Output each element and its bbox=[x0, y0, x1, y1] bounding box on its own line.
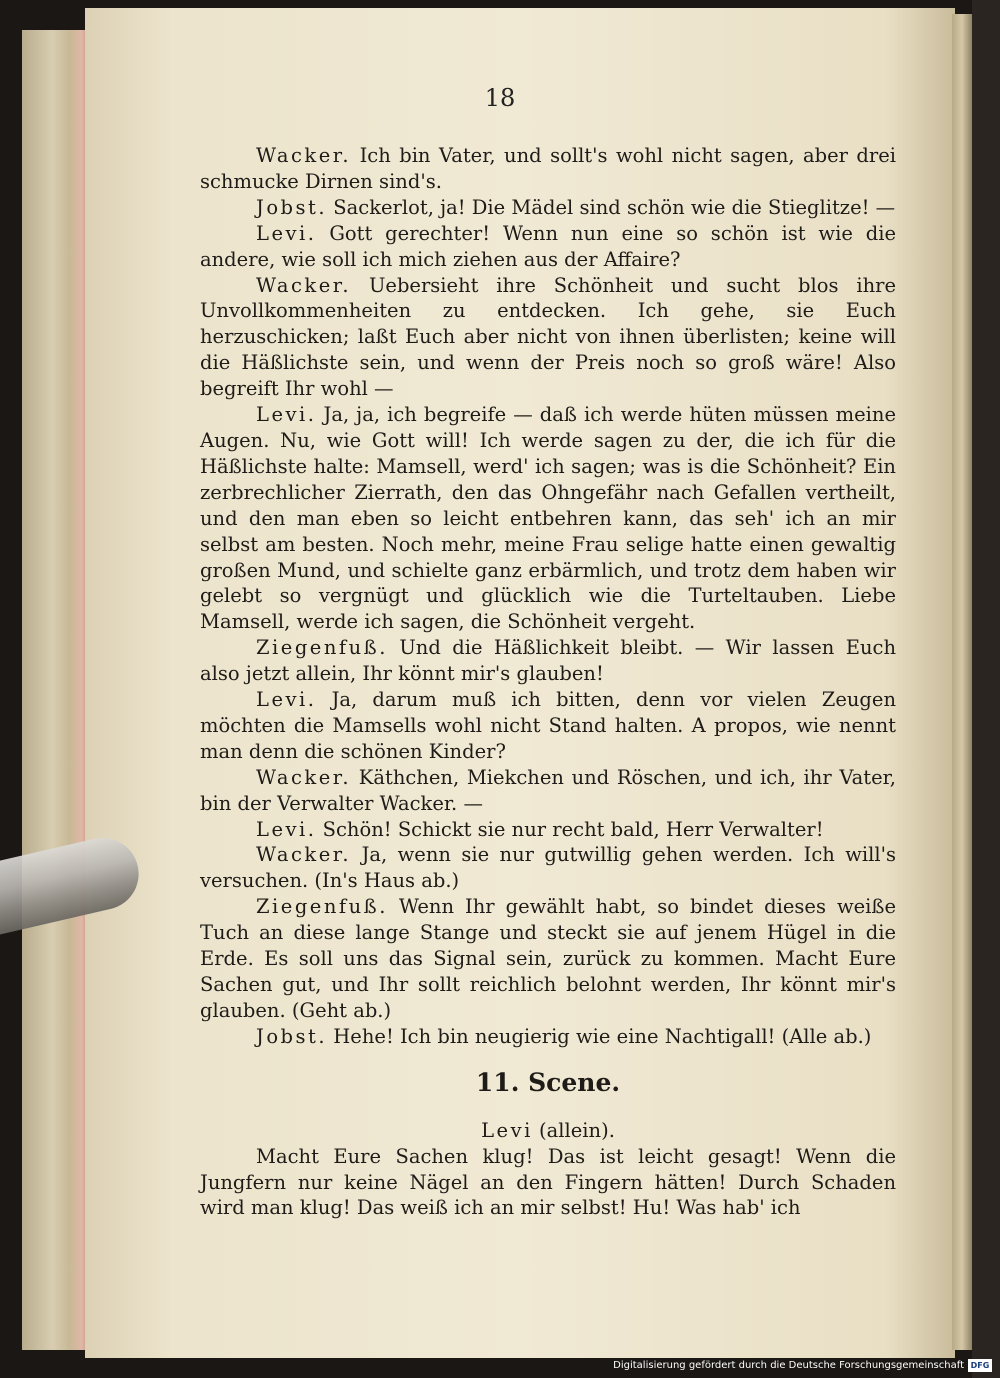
speaker-name: Levi. bbox=[256, 817, 317, 841]
speaker-name: Ziegenfuß. bbox=[256, 636, 388, 660]
speech-text: Käthchen, Miekchen und Röschen, und ich, ihr Vater, bin der Verwalter Wacker. — bbox=[200, 765, 896, 815]
speech-text: Ich bin Vater, und sollt's wohl nicht sagen, aber drei schmucke Dirnen sind's. bbox=[200, 144, 897, 193]
speech-text: Und die Häßlichkeit bleibt. — Wir lassen Euch also jetzt allein, Ihr könnt mir's glauben! bbox=[200, 636, 897, 686]
speaker-name: Wacker. bbox=[256, 273, 352, 297]
paragraph bbox=[200, 1024, 896, 1050]
speaker-name: Jobst. bbox=[256, 195, 328, 219]
scene-speaker-line bbox=[200, 1118, 896, 1144]
page-edge bbox=[952, 14, 972, 1350]
speaker-name: Wacker. bbox=[256, 144, 352, 167]
speaker-name: Levi bbox=[481, 1118, 533, 1142]
speech-text: Hehe! Ich bin neugierig wie eine Nachtigall! (Alle ab.) bbox=[333, 1024, 872, 1048]
paragraph bbox=[200, 195, 896, 221]
speech-text: Ja, wenn sie nur gutwillig gehen werden. Ich will's versuchen. (In's Haus ab.) bbox=[200, 843, 897, 893]
paragraph bbox=[200, 221, 896, 273]
speaker-name: Ziegenfuß. bbox=[256, 895, 388, 919]
paragraph bbox=[200, 1144, 896, 1222]
dfg-logo-icon: DFG bbox=[968, 1359, 992, 1372]
paragraph bbox=[200, 635, 896, 687]
speech-text: Wenn Ihr gewählt habt, so bindet dieses weiße Tuch an diese lange Stange und steckt sie auf jenem Hügel in die Erde. Es soll uns das Signal sein, zurück zu kommen. Macht Eure Sachen gut, und Ihr sollt reichlich belohnt werden, Ihr könnt mir's glauben. (Geht ab.) bbox=[200, 895, 896, 1022]
right-background bbox=[972, 0, 1000, 1378]
paragraph bbox=[200, 273, 896, 403]
speech-text: Macht Eure Sachen klug! Das ist leicht gesagt! Wenn die Jungfern nur keine Nägel an den Fingern hätten! Durch Schaden wird man klug! Das weiß ich an mir selbst! Hu! Was hab' ich bbox=[200, 1144, 896, 1220]
paragraph bbox=[200, 894, 896, 1024]
page-text bbox=[200, 143, 896, 1221]
paragraph bbox=[200, 143, 896, 195]
speech-text: Schön! Schickt sie nur recht bald, Herr Verwalter! bbox=[322, 817, 824, 841]
digitization-credit: Digitalisierung gefördert durch die Deutsche Forschungsgemeinschaft bbox=[613, 1360, 964, 1371]
speaker-name: Jobst. bbox=[256, 1024, 328, 1048]
speech-text: Ja, ja, ich begreife — daß ich werde hüten müssen meine Augen. Nu, wie Gott will! Ich werde sagen zu der, die ich für die Häßlichste halte: Mamsell, werd' ich sagen; was is die Schönheit? Ein zerbrechlicher Zierrath, den das Ohngefähr nach Gefallen vertheilt, und den man eben so leicht entbehren kann, das seh' ich an mir selbst am besten. Noch mehr, meine Frau selige hatte einen gewaltig großen Mund, und schielte ganz erbärmlich, und trotz dem haben wir gelebt so vergnügt und glücklich wie die Turteltauben. Liebe Mamsell, werde ich sagen, die Schönheit vergeht. bbox=[200, 403, 896, 634]
speaker-name: Levi. bbox=[256, 688, 317, 712]
speaker-name: Levi. bbox=[256, 403, 317, 427]
paragraph bbox=[200, 402, 896, 635]
paragraph bbox=[200, 765, 896, 817]
left-page-stack bbox=[22, 30, 90, 1350]
scene-heading: 11. Scene. bbox=[475, 1067, 621, 1097]
paragraph bbox=[200, 842, 896, 894]
paragraph bbox=[200, 687, 896, 765]
speaker-name: Wacker. bbox=[256, 765, 352, 789]
speaker-name: Wacker. bbox=[256, 843, 352, 867]
speaker-name: Levi. bbox=[256, 221, 317, 245]
speech-text: Sackerlot, ja! Die Mädel sind schön wie die Stieglitze! — bbox=[333, 195, 896, 219]
speech-text: Gott gerechter! Wenn nun eine so schön ist wie die andere, wie soll ich mich ziehen aus der Affaire? bbox=[200, 221, 896, 271]
speech-text: Ja, darum muß ich bitten, denn vor vielen Zeugen möchten die Mamsells wohl nicht Stand halten. A propos, wie nennt man denn die schönen Kinder? bbox=[200, 688, 896, 763]
page-number: 18 bbox=[484, 84, 516, 112]
speech-text: Uebersieht ihre Schönheit und sucht blos ihre Unvollkommenheiten zu entdecken. Ich gehe, sie Euch herzuschicken; laßt Euch aber nicht von ihnen überlisten; keine will die Häßlichste sein, und wenn der Preis noch so groß wäre! Also begreift Ihr wohl — bbox=[200, 273, 896, 401]
stage-direction: (allein). bbox=[539, 1118, 615, 1142]
paragraph bbox=[200, 817, 896, 843]
